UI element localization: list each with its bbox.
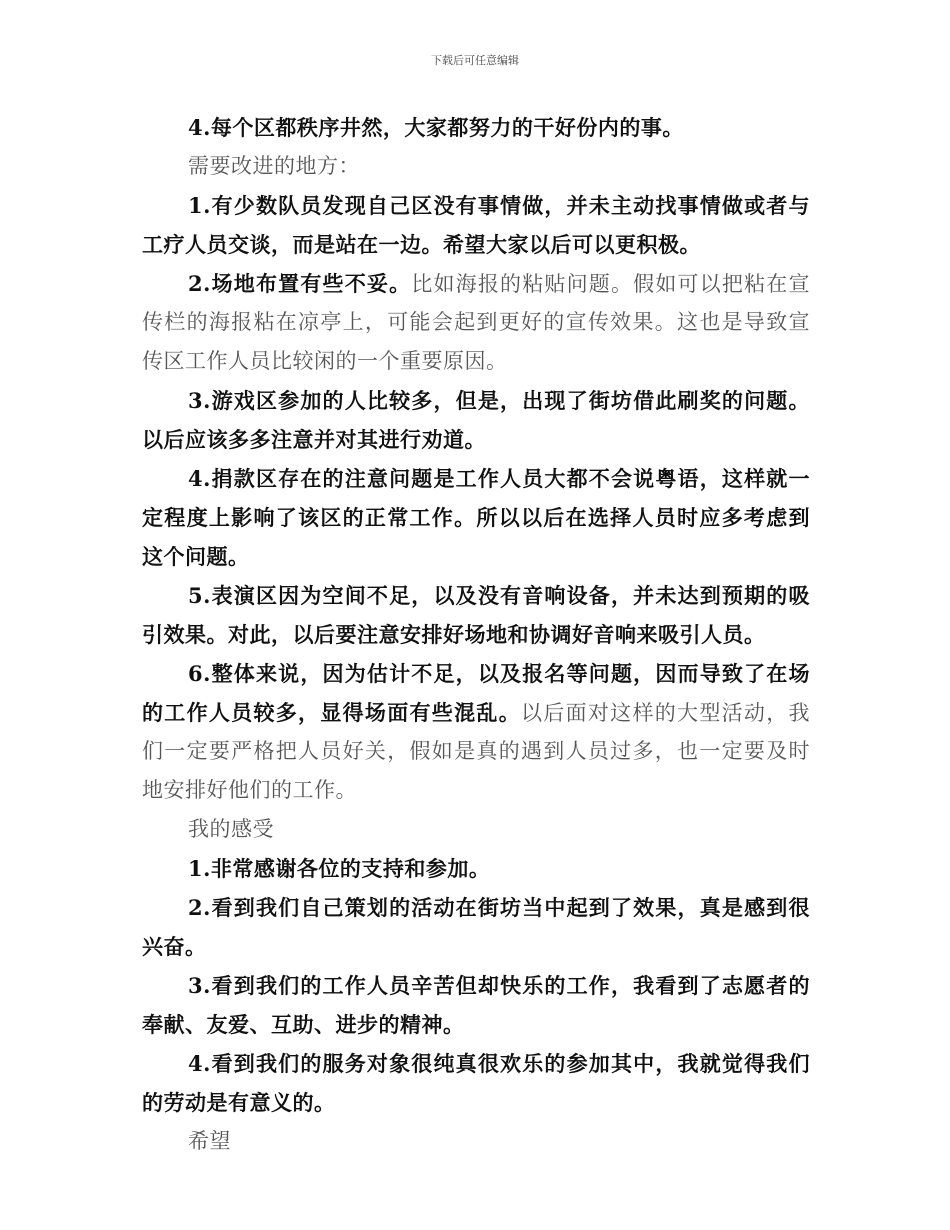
improvement-4-line-1: 4.捐款区存在的注意问题是工作人员大都不会说粤语，这样就一 [188, 466, 810, 491]
list-item-4-order: 4.每个区都秩序井然，大家都努力的干好份内的事。 [188, 115, 684, 140]
improvement-3-line-2: 以后应该多多注意并对其进行劝道。 [142, 427, 486, 452]
improvement-4-line-3: 这个问题。 [142, 544, 250, 569]
section-heading-improvements: 需要改进的地方： [188, 154, 360, 178]
feeling-2-line-2: 兴奋。 [142, 934, 207, 959]
section-heading-feelings: 我的感受 [188, 817, 274, 841]
feeling-4-line-1: 4.看到我们的服务对象很纯真很欢乐的参加其中，我就觉得我们 [188, 1051, 810, 1076]
improvement-6-line-2: 的工作人员较多，显得场面有些混乱。以后面对这样的大型活动，我 [142, 700, 811, 725]
document-body [142, 108, 810, 1161]
improvement-2-line-3: 传区工作人员比较闲的一个重要原因。 [142, 349, 508, 373]
improvement-6-line-4: 地安排好他们的工作。 [142, 778, 357, 802]
improvement-2-line-2: 传栏的海报粘在凉亭上，可能会起到更好的宣传效果。这也是导致宣 [142, 310, 810, 334]
improvement-3-line-1: 3.游戏区参加的人比较多，但是，出现了街坊借此刷奖的问题。 [188, 388, 810, 413]
improvement-6-line-3: 们一定要严格把人员好关，假如是真的遇到人员过多，也一定要及时 [142, 739, 810, 763]
section-heading-hopes: 希望 [188, 1129, 231, 1153]
improvement-5-line-1: 5.表演区因为空间不足，以及没有音响设备，并未达到预期的吸 [188, 583, 810, 608]
improvement-5-line-2: 引效果。对此，以后要注意安排好场地和协调好音响来吸引人员。 [142, 622, 766, 647]
feeling-3-line-1: 3.看到我们的工作人员辛苦但却快乐的工作，我看到了志愿者的 [188, 973, 810, 998]
improvement-1-line-1: 1.有少数队员发现自己区没有事情做，并未主动找事情做或者与 [188, 193, 810, 218]
page-header: 下载后可任意编辑 [431, 54, 519, 67]
improvement-2-line-1: 2.场地布置有些不妥。比如海报的粘贴问题。假如可以把粘在宣 [188, 271, 810, 296]
feeling-3-line-2: 奉献、友爱、互助、进步的精神。 [142, 1012, 465, 1037]
improvement-6-line-1: 6.整体来说，因为估计不足，以及报名等问题，因而导致了在场 [188, 661, 810, 686]
improvement-4-line-2: 定程度上影响了该区的正常工作。所以以后在选择人员时应多考虑到 [142, 505, 810, 530]
feeling-4-line-2: 的劳动是有意义的。 [142, 1090, 336, 1115]
improvement-1-line-2: 工疗人员交谈，而是站在一边。希望大家以后可以更积极。 [142, 232, 701, 257]
feeling-1: 1.非常感谢各位的支持和参加。 [188, 856, 491, 881]
feeling-2-line-1: 2.看到我们自己策划的活动在街坊当中起到了效果，真是感到很 [188, 895, 810, 920]
